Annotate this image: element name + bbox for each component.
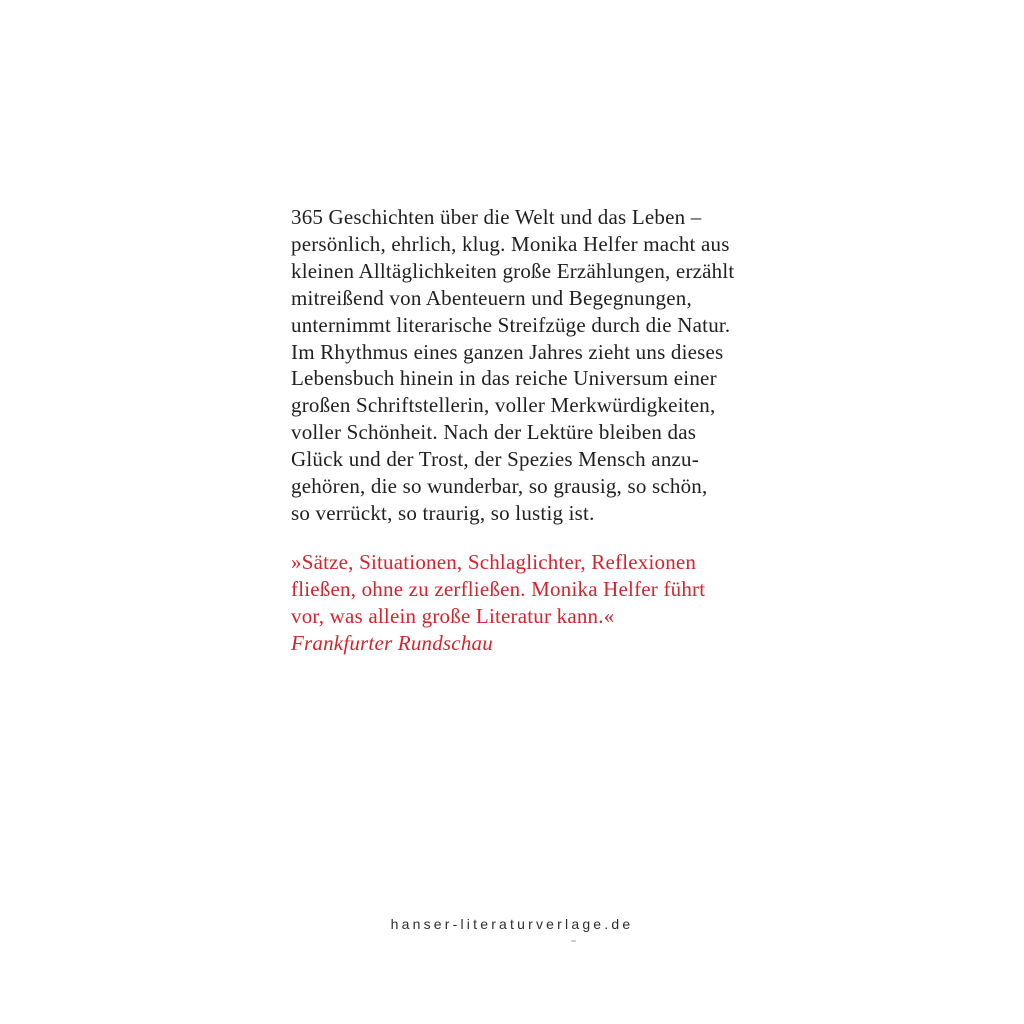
blurb-line: mitreißend von Abenteuern und Begegnungen,: [291, 285, 692, 310]
press-quote: [291, 549, 751, 657]
quote-source: Frankfurter Rundschau: [291, 630, 493, 655]
quote-line: fließen, ohne zu zerfließen. Monika Helfer führt: [291, 576, 706, 601]
blurb-line: voller Schönheit. Nach der Lektüre bleiben das: [291, 420, 697, 445]
blurb-line: kleinen Alltäglichkeiten große Erzählungen, erzählt: [291, 258, 735, 283]
blurb-line: großen Schriftstellerin, voller Merkwürdigkeiten,: [291, 393, 716, 418]
blurb-paragraph: [291, 204, 751, 527]
blurb-line: persönlich, ehrlich, klug. Monika Helfer macht aus: [291, 231, 730, 256]
blurb-line: 365 Geschichten über die Welt und das Leben –: [291, 205, 702, 229]
blurb-line: Glück und der Trost, der Spezies Mensch anzu-: [291, 447, 699, 472]
blurb-line: Lebensbuch hinein in das reiche Universum einer: [291, 366, 717, 391]
blurb-line: unternimmt literarische Streifzüge durch die Natur.: [291, 312, 731, 337]
publisher-url: hanser-literaturverlage.de: [390, 916, 634, 932]
blurb-line: Im Rhythmus eines ganzen Jahres zieht uns dieses: [291, 339, 724, 364]
print-speck: [571, 940, 576, 942]
blurb-line: gehören, die so wunderbar, so grausig, so schön,: [291, 474, 708, 499]
quote-line: »Sätze, Situationen, Schlaglichter, Reflexionen: [291, 550, 697, 574]
quote-line: vor, was allein große Literatur kann.«: [291, 603, 615, 628]
blurb-line: so verrückt, so traurig, so lustig ist.: [291, 500, 595, 525]
